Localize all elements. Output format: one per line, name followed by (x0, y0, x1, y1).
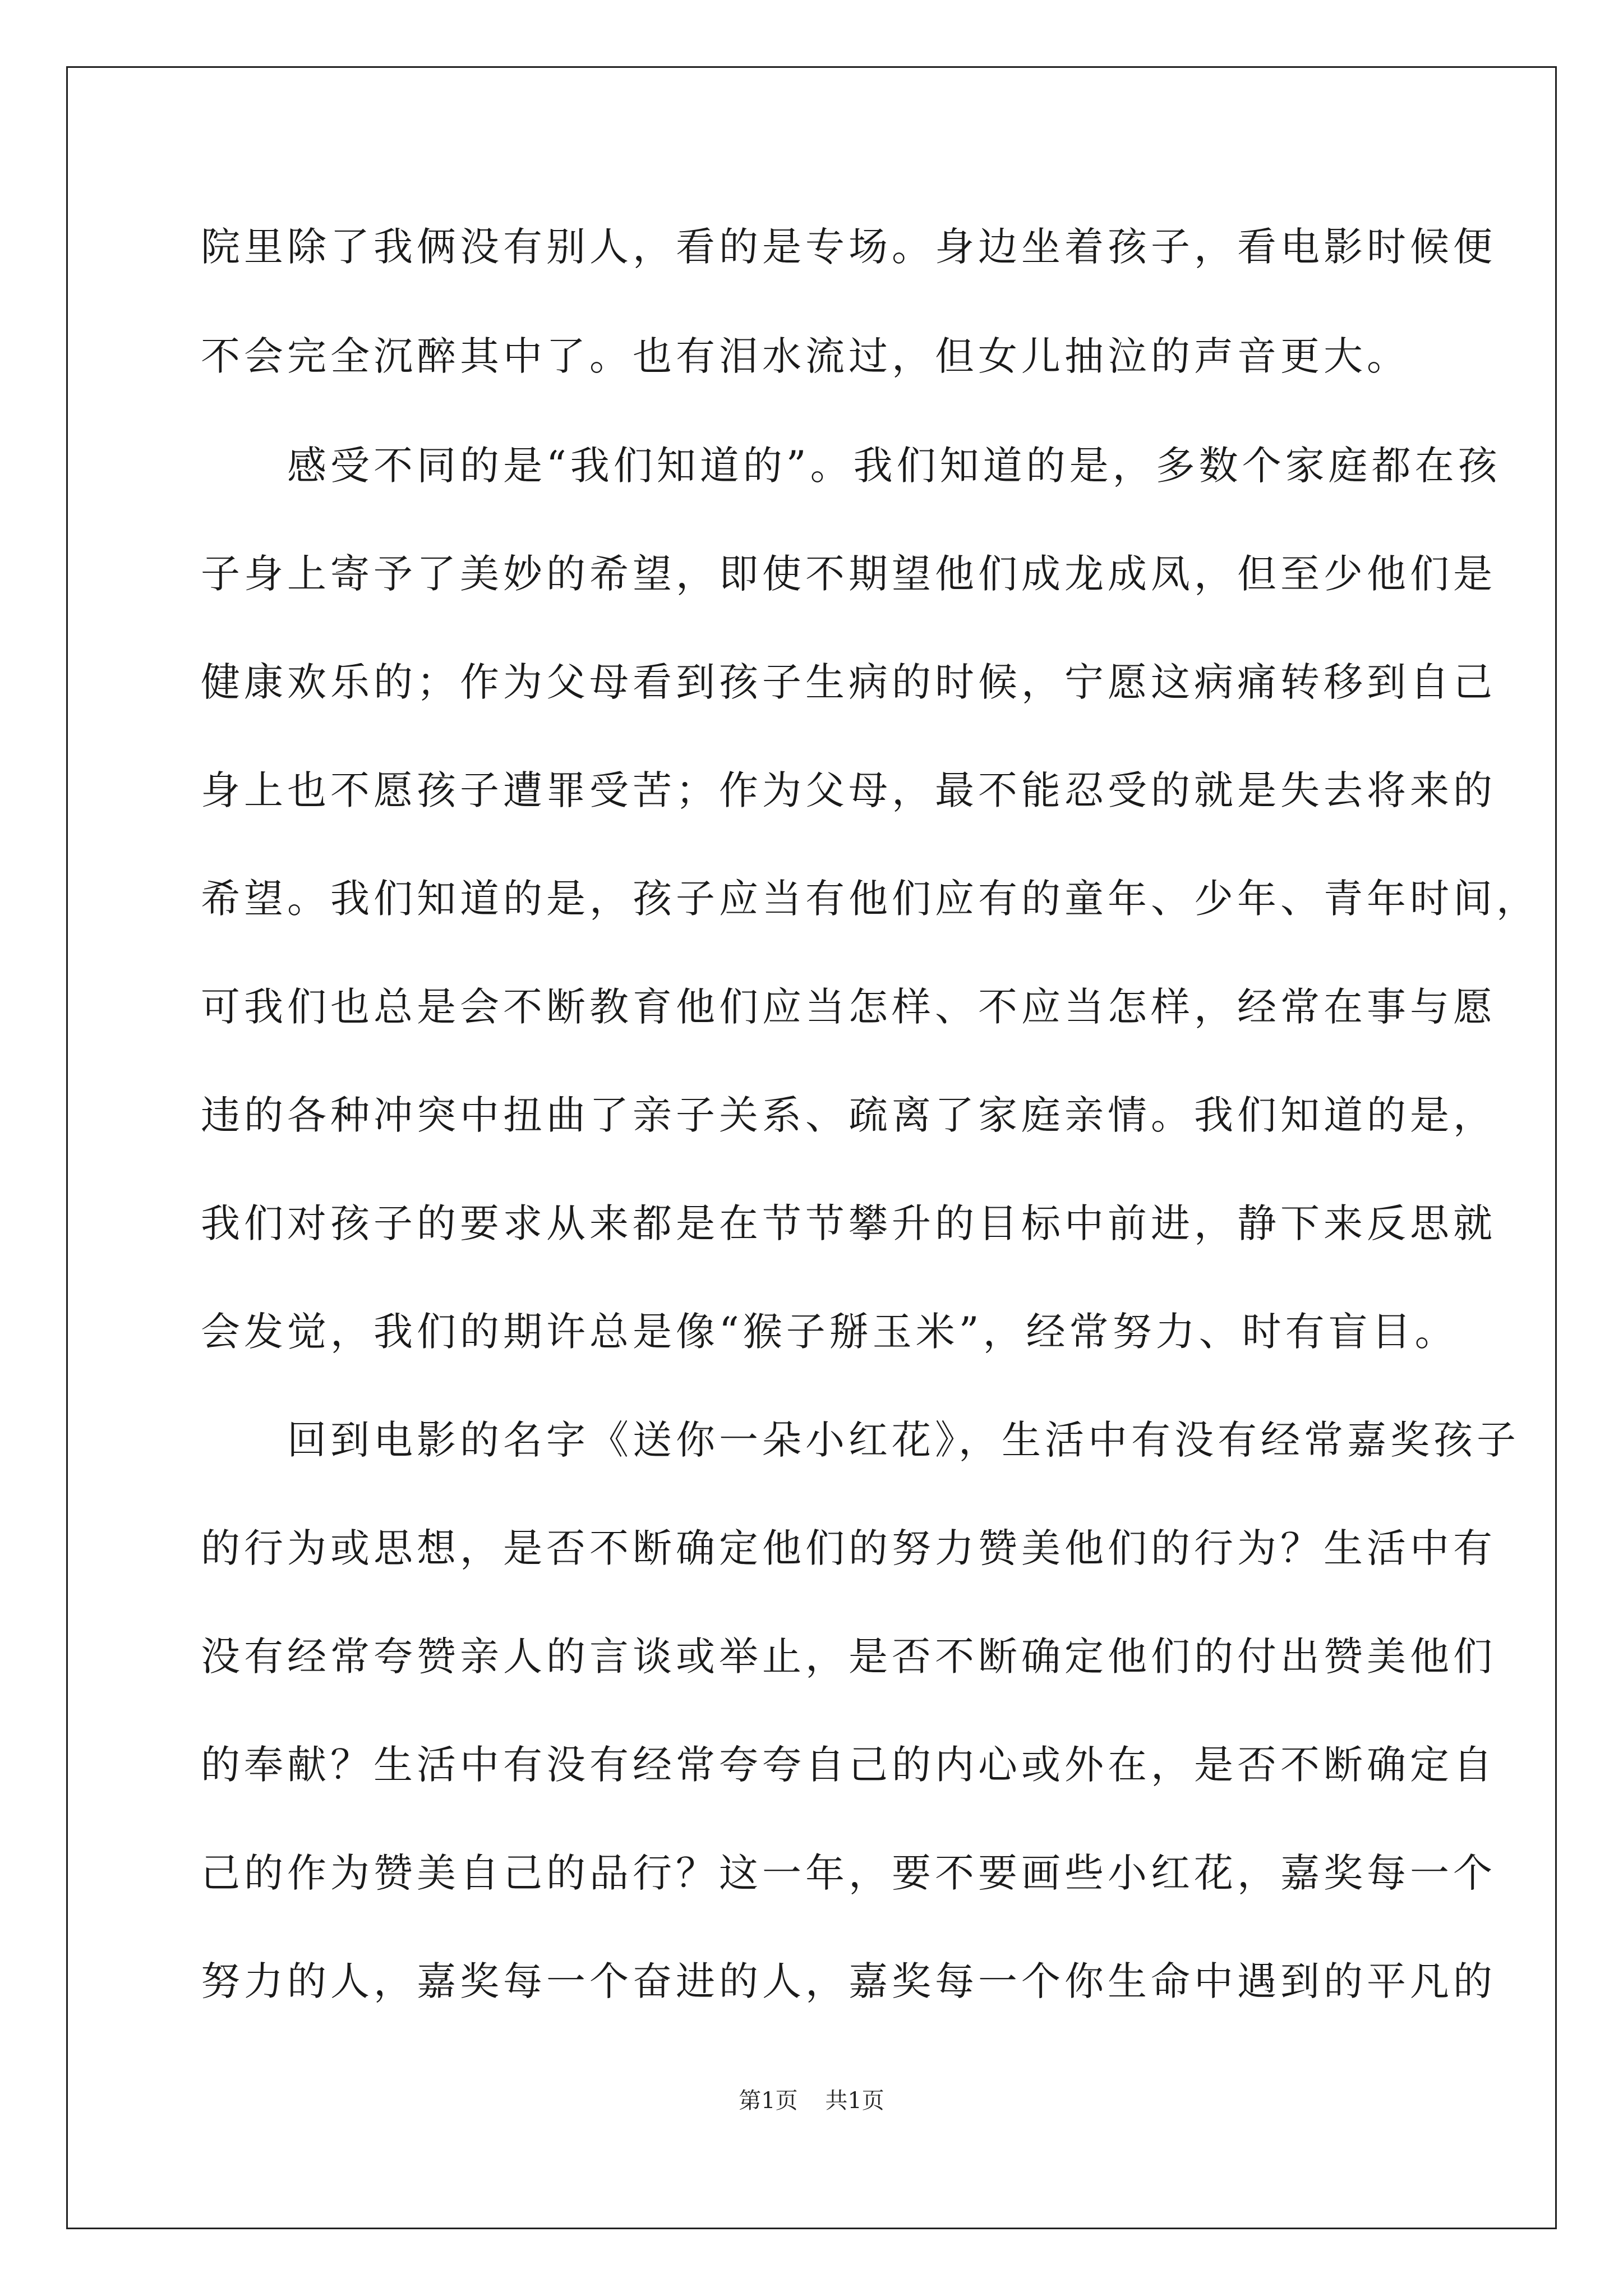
body-text-line: 子身上寄予了美妙的希望，即使不期望他们成龙成凤，但至少他们是 (201, 551, 1496, 597)
body-text-line: 会发觉，我们的期许总是像“猴子掰玉米”，经常努力、时有盲目。 (201, 1309, 1458, 1355)
page-total: 共1页 (825, 2088, 884, 2114)
body-text-line: 可我们也总是会不断教育他们应当怎样、不应当怎样，经常在事与愿 (201, 984, 1496, 1030)
body-text-line: 回到电影的名字《送你一朵小红花》，生活中有没有经常嘉奖孩子 (201, 1417, 1520, 1463)
body-text-line: 努力的人，嘉奖每一个奋进的人，嘉奖每一个你生命中遇到的平凡的 (201, 1958, 1496, 2004)
body-text-line: 我们对孩子的要求从来都是在节节攀升的目标中前进，静下来反思就 (201, 1200, 1496, 1246)
body-text-line: 院里除了我俩没有别人，看的是专场。身边坐着孩子，看电影时候便 (201, 224, 1496, 270)
body-text-line: 身上也不愿孩子遭罪受苦；作为父母，最不能忍受的就是失去将来的 (201, 767, 1496, 813)
page-footer (0, 2087, 1623, 2115)
body-text-line: 不会完全沉醉其中了。也有泪水流过，但女儿抽泣的声音更大。 (201, 333, 1410, 379)
body-text-line: 的行为或思想，是否不断确定他们的努力赞美他们的行为？生活中有 (201, 1525, 1496, 1571)
body-text-line: 没有经常夸赞亲人的言谈或举止，是否不断确定他们的付出赞美他们 (201, 1634, 1496, 1680)
page-number: 第1页 (739, 2088, 798, 2114)
page-border (66, 66, 1557, 2229)
body-text-line: 希望。我们知道的是，孩子应当有他们应有的童年、少年、青年时间， (201, 876, 1539, 922)
body-text-line: 违的各种冲突中扭曲了亲子关系、疏离了家庭亲情。我们知道的是， (201, 1092, 1496, 1138)
body-text-line: 的奉献？生活中有没有经常夸夸自己的内心或外在，是否不断确定自 (201, 1742, 1496, 1788)
body-text-line: 健康欢乐的；作为父母看到孩子生病的时候，宁愿这病痛转移到自己 (201, 659, 1496, 705)
body-text-line: 己的作为赞美自己的品行？这一年，要不要画些小红花，嘉奖每一个 (201, 1850, 1496, 1896)
body-text-line: 感受不同的是“我们知道的”。我们知道的是，多数个家庭都在孩 (201, 443, 1501, 489)
